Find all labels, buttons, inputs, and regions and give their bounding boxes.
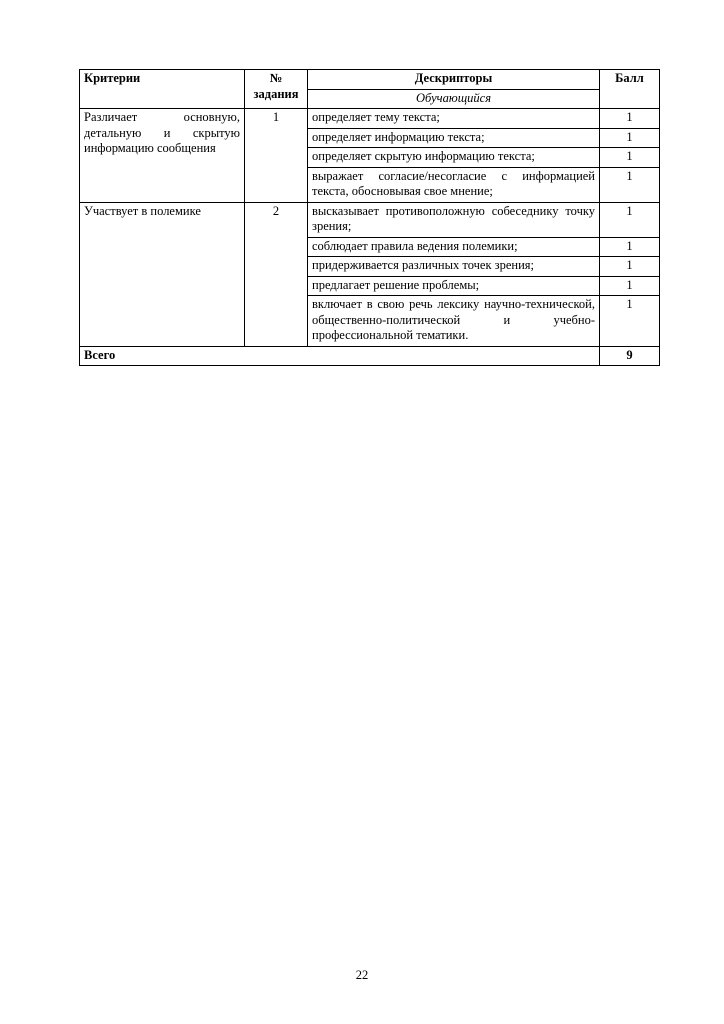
task-number-cell: 2 bbox=[245, 202, 308, 346]
score-cell: 1 bbox=[600, 128, 660, 148]
score-cell: 1 bbox=[600, 237, 660, 257]
table-header-row bbox=[80, 70, 660, 90]
score-cell: 1 bbox=[600, 167, 660, 202]
header-criteria: Критерии bbox=[80, 70, 245, 109]
table-row bbox=[80, 109, 660, 129]
assessment-rubric-table bbox=[79, 69, 660, 366]
subheader-student: Обучающийся bbox=[308, 89, 600, 109]
score-cell: 1 bbox=[600, 148, 660, 168]
criterion-cell: Различает основную, детальную и скрытую информацию сообщения bbox=[80, 109, 245, 203]
descriptor-cell: включает в свою речь лексику научно-технической, общественно-политической и учебно-профессиональной тематики. bbox=[308, 296, 600, 347]
table-row bbox=[80, 202, 660, 237]
score-cell: 1 bbox=[600, 109, 660, 129]
descriptor-cell: высказывает противоположную собеседнику точку зрения; bbox=[308, 202, 600, 237]
descriptor-cell: определяет тему текста; bbox=[308, 109, 600, 129]
total-value: 9 bbox=[600, 346, 660, 366]
total-row bbox=[80, 346, 660, 366]
criterion-cell: Участвует в полемике bbox=[80, 202, 245, 346]
header-score: Балл bbox=[600, 70, 660, 109]
score-cell: 1 bbox=[600, 296, 660, 347]
score-cell: 1 bbox=[600, 257, 660, 277]
descriptor-cell: определяет скрытую информацию текста; bbox=[308, 148, 600, 168]
header-descriptors: Дескрипторы bbox=[308, 70, 600, 90]
score-cell: 1 bbox=[600, 202, 660, 237]
descriptor-cell: определяет информацию текста; bbox=[308, 128, 600, 148]
total-label: Всего bbox=[80, 346, 600, 366]
task-number-cell: 1 bbox=[245, 109, 308, 203]
header-task-number: № задания bbox=[245, 70, 308, 109]
score-cell: 1 bbox=[600, 276, 660, 296]
descriptor-cell: предлагает решение проблемы; bbox=[308, 276, 600, 296]
descriptor-cell: выражает согласие/несогласие с информацией текста, обосновывая свое мнение; bbox=[308, 167, 600, 202]
descriptor-cell: придерживается различных точек зрения; bbox=[308, 257, 600, 277]
descriptor-cell: соблюдает правила ведения полемики; bbox=[308, 237, 600, 257]
page-number: 22 bbox=[355, 968, 369, 982]
